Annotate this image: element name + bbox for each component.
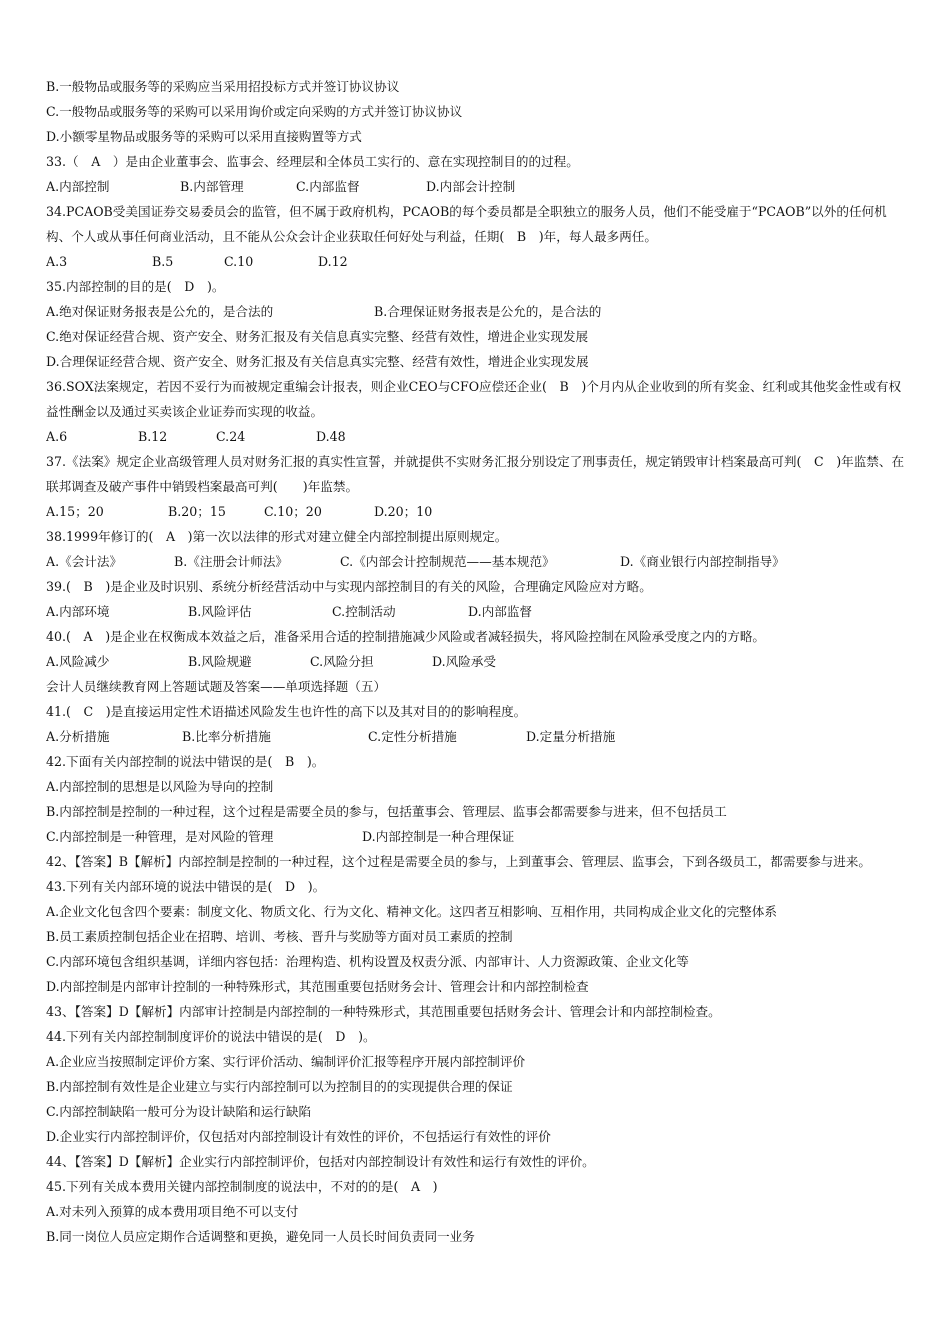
question-34: 34.PCAOB受美国证券交易委员会的监管，但不属于政府机构，PCAOB的每个委员都是全职独立的服务人员，他们不能受雇于“PCAOB”以外的任何机构、个人或从事任何商业活动，且不能从公众会计企业获取任何好处与利益，任期( B )年，每人最多两任。: [46, 204, 887, 244]
option: A.15；20: [46, 504, 104, 519]
options-36: [46, 424, 908, 449]
question-43: 43.下列有关内部环境的说法中错误的是( D )。: [46, 879, 326, 894]
document-page: [46, 74, 908, 1249]
section-heading: 会计人员继续教育网上答题试题及答案——单项选择题（五）: [46, 679, 387, 694]
text-line: A.内部控制的思想是以风险为导向的控制: [46, 779, 274, 794]
options-39: [46, 599, 908, 624]
option: C.控制活动: [332, 604, 396, 619]
options-35: [46, 299, 908, 324]
option: C.10: [224, 254, 254, 269]
text-line: C.一般物品或服务等的采购可以采用询价或定向采购的方式并签订协议协议: [46, 104, 463, 119]
question-42: 42.下面有关内部控制的说法中错误的是( B )。: [46, 754, 325, 769]
text-line: C.绝对保证经营合规、资产安全、财务汇报及有关信息真实完整、经营有效性，增进企业实现发展: [46, 329, 589, 344]
question-44: 44.下列有关内部控制制度评价的说法中错误的是( D )。: [46, 1029, 376, 1044]
text-line: D.小额零星物品或服务等的采购可以采用直接购置等方式: [46, 129, 362, 144]
answer-43: 43、【答案】D【解析】内部审计控制是内部控制的一种特殊形式，其范围重要包括财务会计、管理会计和内部控制检查。: [46, 1004, 721, 1019]
option: A.绝对保证财务报表是公允的，是合法的: [46, 304, 274, 319]
option: C.《内部会计控制规范——基本规范》: [340, 554, 555, 569]
text-line: A.对未列入预算的成本费用项目绝不可以支付: [46, 1204, 299, 1219]
answer-44: 44、【答案】D【解析】企业实行内部控制评价，包括对内部控制设计有效性和运行有效性的评价。: [46, 1154, 595, 1169]
text-line: A.企业文化包含四个要素：制度文化、物质文化、行为文化、精神文化。这四者互相影响、互相作用，共同构成企业文化的完整体系: [46, 904, 777, 919]
option: D.48: [316, 429, 346, 444]
text-line: D.企业实行内部控制评价，仅包括对内部控制设计有效性的评价，不包括运行有效性的评价: [46, 1129, 551, 1144]
option: A.6: [46, 429, 68, 444]
option: C.内部监督: [296, 179, 360, 194]
option: B.比率分析措施: [182, 729, 271, 744]
question-40: 40.( A )是企业在权衡成本效益之后，准备采用合适的控制措施减少风险或者减轻损失，将风险控制在风险承受度之内的方略。: [46, 629, 766, 644]
options-42: [46, 824, 908, 849]
question-41: 41.( C )是直接运用定性术语描述风险发生也许性的高下以及其对目的的影响程度。: [46, 704, 527, 719]
option: B.合理保证财务报表是公允的，是合法的: [374, 304, 602, 319]
option: A.3: [46, 254, 68, 269]
question-37: 37.《法案》规定企业高级管理人员对财务汇报的真实性宣誓，并就提供不实财务汇报分别设定了刑事责任，规定销毁审计档案最高可判( C )年监禁、在联邦调查及破产事件中销毁档案最高可判( )年监禁。: [46, 454, 905, 494]
option: C.定性分析措施: [368, 729, 457, 744]
text-line: B.同一岗位人员应定期作合适调整和更换，避免同一人员长时间负责同一业务: [46, 1229, 475, 1244]
option: B.5: [152, 254, 174, 269]
option: A.分析措施: [46, 729, 110, 744]
option: D.内部会计控制: [426, 179, 516, 194]
options-34: [46, 249, 908, 274]
option: D.20；10: [374, 504, 433, 519]
option: D.风险承受: [432, 654, 497, 669]
option: D.内部控制是一种合理保证: [362, 829, 515, 844]
option: B.20；15: [168, 504, 226, 519]
question-36: 36.SOX法案规定，若因不妥行为而被规定重编会计报表，则企业CEO与CFO应偿还企业( B )个月内从企业收到的所有奖金、红利或其他奖金性或有权益性酬金以及通过买卖该企业证券而实现的收益。: [46, 379, 902, 419]
text-line: B.一般物品或服务等的采购应当采用招投标方式并签订协议协议: [46, 79, 400, 94]
options-33: [46, 174, 908, 199]
option: D.12: [318, 254, 348, 269]
option: B.《注册会计师法》: [174, 554, 289, 569]
options-40: [46, 649, 908, 674]
option: B.12: [138, 429, 168, 444]
options-37: [46, 499, 908, 524]
option: B.风险规避: [188, 654, 252, 669]
question-38: 38.1999年修订的( A )第一次以法律的形式对建立健全内部控制提出原则规定。: [46, 529, 508, 544]
question-39: 39.( B )是企业及时识别、系统分析经营活动中与实现内部控制目的有关的风险，合理确定风险应对方略。: [46, 579, 652, 594]
text-line: B.内部控制是控制的一种过程，这个过程是需要全员的参与，包括董事会、管理层、监事会都需要参与进来，但不包括员工: [46, 804, 727, 819]
option: A.内部环境: [46, 604, 110, 619]
text-line: B.员工素质控制包括企业在招聘、培训、考核、晋升与奖励等方面对员工素质的控制: [46, 929, 513, 944]
text-line: A.企业应当按照制定评价方案、实行评价活动、编制评价汇报等程序开展内部控制评价: [46, 1054, 526, 1069]
option: C.内部控制是一种管理，是对风险的管理: [46, 829, 274, 844]
option: C.24: [216, 429, 246, 444]
option: D.内部监督: [468, 604, 533, 619]
option: A.内部控制: [46, 179, 110, 194]
text-line: D.内部控制是内部审计控制的一种特殊形式，其范围重要包括财务会计、管理会计和内部控制检查: [46, 979, 589, 994]
option: B.风险评估: [188, 604, 252, 619]
option: A.风险减少: [46, 654, 110, 669]
option: C.10；20: [264, 504, 322, 519]
text-line: B.内部控制有效性是企业建立与实行内部控制可以为控制目的的实现提供合理的保证: [46, 1079, 513, 1094]
question-33: 33.（ A ）是由企业董事会、监事会、经理层和全体员工实行的、意在实现控制目的的过程。: [46, 154, 579, 169]
text-line: C.内部控制缺陷一般可分为设计缺陷和运行缺陷: [46, 1104, 312, 1119]
option: A.《会计法》: [46, 554, 123, 569]
question-45: 45.下列有关成本费用关键内部控制制度的说法中，不对的的是( A ): [46, 1179, 438, 1194]
option: B.内部管理: [180, 179, 244, 194]
answer-42: 42、【答案】B【解析】内部控制是控制的一种过程，这个过程是需要全员的参与，上到董事会、管理层、监事会，下到各级员工，都需要参与进来。: [46, 854, 871, 869]
options-41: [46, 724, 908, 749]
option: C.风险分担: [310, 654, 374, 669]
text-line: D.合理保证经营合规、资产安全、财务汇报及有关信息真实完整、经营有效性，增进企业实现发展: [46, 354, 589, 369]
option: D.《商业银行内部控制指导》: [620, 554, 785, 569]
question-35: 35.内部控制的目的是( D )。: [46, 279, 225, 294]
options-38: [46, 549, 908, 574]
option: D.定量分析措施: [526, 729, 616, 744]
text-line: C.内部环境包含组织基调，详细内容包括：治理构造、机构设置及权责分派、内部审计、人力资源政策、企业文化等: [46, 954, 689, 969]
